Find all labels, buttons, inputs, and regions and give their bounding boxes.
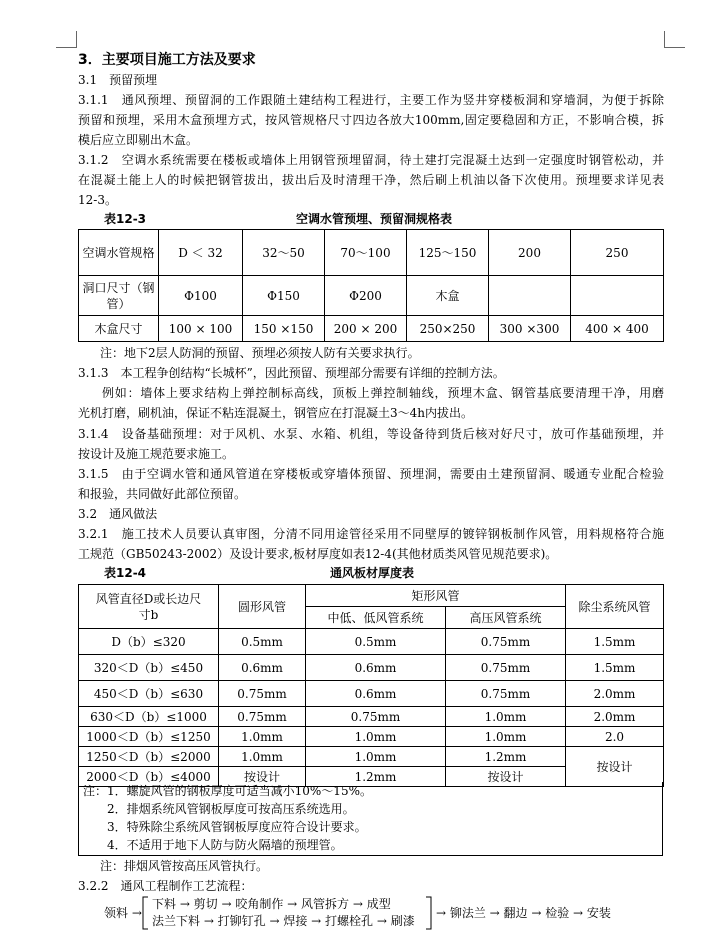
table-row <box>79 230 664 276</box>
flow-end: → 铆法兰 → 翻边 → 检验 → 安装 <box>436 906 611 920</box>
table-cell: 木盒尺寸 <box>79 316 159 342</box>
para-3-1-1-line2: 预留和预埋，采用木盒预埋方式，按风管规格尺寸四边各放大100mm,固定要稳固和方正，不影响合模，拆 <box>78 113 664 127</box>
table-cell: 70～100 <box>325 230 407 276</box>
table-cell: 0.75mm <box>446 629 566 655</box>
table-cell: 200 × 200 <box>325 316 407 342</box>
table-row <box>79 707 664 727</box>
table-row <box>79 681 664 707</box>
subsection-3-2: 3.2 通风做法 <box>78 507 158 521</box>
table-cell: 400 × 400 <box>571 316 664 342</box>
table-12-3-number: 表12-3 <box>104 212 147 226</box>
table-cell: 1.0mm <box>446 727 566 747</box>
table-cell: 320＜D（b）≤450 <box>79 655 219 681</box>
table-cell: 1250＜D（b）≤2000 <box>79 747 219 767</box>
table-cell: 300 ×300 <box>489 316 571 342</box>
flow-branch-2: 法兰下料 → 打铆钉孔 → 焊接 → 打螺栓孔 → 刷漆 <box>152 914 415 928</box>
note-line: 4．不适用于地下人防与防火隔墙的预埋管。 <box>83 838 343 852</box>
table-cell: 250×250 <box>407 316 489 342</box>
flow-start: 领料 → <box>104 906 142 920</box>
flow-branches <box>152 896 422 930</box>
para-3-2-1-line1: 3.2.1 施工技术人员要认真审图，分清不同用途管径采用不同壁厚的镀锌钢板制作风管，用料规格符合施 <box>78 527 664 541</box>
table-row <box>79 727 664 747</box>
table-cell: 0.6mm <box>306 681 446 707</box>
header-dust-duct: 除尘系统风管 <box>566 585 664 629</box>
table-cell: 0.75mm <box>446 681 566 707</box>
para-3-1-4-line1: 3.1.4 设备基础预埋：对于风机、水泵、水箱、机组，等设备待到货后核对好尺寸，放可作基础预埋，并 <box>78 427 664 441</box>
table-cell <box>571 276 664 316</box>
table-12-4-note2: 注：排烟风管按高压风管执行。 <box>100 859 269 873</box>
table-cell: 150 ×150 <box>243 316 325 342</box>
table-cell: 木盒 <box>407 276 489 316</box>
table-cell: 0.5mm <box>219 629 306 655</box>
table-cell: 2.0mm <box>566 707 664 727</box>
section-heading: 3．主要项目施工方法及要求 <box>78 52 256 68</box>
subsection-3-2-2: 3.2.2 通风工程制作工艺流程： <box>78 879 253 893</box>
table-cell: Φ200 <box>325 276 407 316</box>
table-cell: 100 × 100 <box>159 316 243 342</box>
table-cell: 按设计 <box>566 747 664 787</box>
table-cell: 1.5mm <box>566 655 664 681</box>
para-3-1-4-line2: 按设计及施工规范要求施工。 <box>78 447 235 461</box>
duct-thickness-table <box>78 584 664 787</box>
table-row <box>79 629 664 655</box>
header-rect-duct: 矩形风管 <box>306 585 566 607</box>
table-12-3-title: 空调水管预埋、预留洞规格表 <box>296 212 453 226</box>
table-header-row <box>79 585 664 607</box>
subsection-3-1: 3.1 预留预埋 <box>78 73 158 87</box>
header-round-duct: 圆形风管 <box>219 585 306 629</box>
table-cell: 125～150 <box>407 230 489 276</box>
table-cell: 450＜D（b）≤630 <box>79 681 219 707</box>
table-cell: 2000＜D（b）≤4000 <box>79 767 219 787</box>
para-3-1-2-line2: 在混凝土能上人的时候把钢管拔出，拔出后及时清理干净，然后刷上机油以备下次使用。预埋要求详见表 <box>78 173 664 187</box>
table-cell: 0.75mm <box>219 681 306 707</box>
table-cell: Φ150 <box>243 276 325 316</box>
table-cell <box>489 276 571 316</box>
table-cell: 按设计 <box>446 767 566 787</box>
table-12-4-notes <box>78 782 663 856</box>
para-3-1-1-line1: 3.1.1 通风预埋、预留洞的工作跟随土建结构工程进行，主要工作为竖井穿楼板洞和穿墙洞，为便于拆除 <box>78 93 664 107</box>
para-3-1-5-line1: 3.1.5 由于空调水管和通风管道在穿楼板或穿墙体预留、预埋洞，需要由土建预留洞、暖通专业配合检验 <box>78 467 664 481</box>
left-bracket-icon <box>140 896 150 930</box>
table-cell: 0.75mm <box>219 707 306 727</box>
table-cell: 0.75mm <box>446 655 566 681</box>
para-3-1-1-line3: 模后应立即剔出木盒。 <box>78 133 199 147</box>
table-row <box>79 316 664 342</box>
table-cell: 1.5mm <box>566 629 664 655</box>
table-row <box>79 276 664 316</box>
header-low-pressure: 中低、低风管系统 <box>306 607 446 629</box>
table-cell: 2.0mm <box>566 681 664 707</box>
para-3-1-3-line3: 光机打磨，刷机油，保证不粘连混凝土，钢管应在打混凝土3～4h内拔出。 <box>78 406 474 420</box>
table-cell: 2.0 <box>566 727 664 747</box>
table-cell: D ＜ 32 <box>159 230 243 276</box>
table-cell: 32～50 <box>243 230 325 276</box>
table-cell: 空调水管规格 <box>79 230 159 276</box>
table-cell: 1.0mm <box>219 727 306 747</box>
para-3-1-2-line1: 3.1.2 空调水系统需要在楼板或墙体上用钢管预埋留洞，待土建打完混凝土达到一定强度时钢管松动，并 <box>78 153 664 167</box>
right-bracket-icon <box>424 896 434 930</box>
table-cell: Φ100 <box>159 276 243 316</box>
table-row <box>79 747 664 767</box>
pipe-sleeve-table <box>78 229 664 342</box>
table-cell: 1.0mm <box>219 747 306 767</box>
table-cell: 0.6mm <box>306 655 446 681</box>
note-line: 3．特殊除尘系统风管钢板厚度应符合设计要求。 <box>83 820 367 834</box>
para-3-1-2-line3: 12-3。 <box>78 193 117 207</box>
table-row <box>79 655 664 681</box>
table-12-4-number: 表12-4 <box>104 566 147 580</box>
table-cell: 0.75mm <box>306 707 446 727</box>
header-duct-size: 风管直径D或长边尺寸b <box>79 585 219 629</box>
crop-mark-top-right <box>664 31 685 48</box>
table-cell: D（b）≤320 <box>79 629 219 655</box>
table-cell: 0.6mm <box>219 655 306 681</box>
flow-branch-1: 下料 → 剪切 → 咬角制作 → 风管拆方 → 成型 <box>152 897 391 911</box>
table-cell: 1.2mm <box>446 747 566 767</box>
table-cell: 1.0mm <box>306 727 446 747</box>
table-cell: 630＜D（b）≤1000 <box>79 707 219 727</box>
table-cell: 1000＜D（b）≤1250 <box>79 727 219 747</box>
table-12-4-title: 通风板材厚度表 <box>330 566 415 580</box>
table-cell: 200 <box>489 230 571 276</box>
note-line: 注：1．螺旋风管的钢板厚度可适当减小10%～15%。 <box>83 784 372 798</box>
para-3-2-1-line2: 工规范（GB50243-2002）及设计要求,板材厚度如表12-4(其他材质类风管见规范要求)。 <box>78 547 558 561</box>
para-3-1-5-line2: 和报验，共同做好此部位预留。 <box>78 487 247 501</box>
header-high-pressure: 高压风管系统 <box>446 607 566 629</box>
table-cell: 1.0mm <box>306 747 446 767</box>
crop-mark-top-left <box>56 31 77 48</box>
table-12-3-note: 注：地下2层人防洞的预留、预埋必须按人防有关要求执行。 <box>100 346 420 360</box>
table-cell: 250 <box>571 230 664 276</box>
table-cell: 洞口尺寸（钢管） <box>79 276 159 316</box>
para-3-1-3-line2: 例如：墙体上要求结构上弹控制标高线，顶板上弹控制轴线，预埋木盒、钢管基底要清理干净，用磨 <box>102 386 664 400</box>
table-cell: 0.5mm <box>306 629 446 655</box>
table-cell: 1.2mm <box>306 767 446 787</box>
table-cell: 1.0mm <box>446 707 566 727</box>
note-line: 2．排烟系统风管钢板厚度可按高压系统选用。 <box>83 802 355 816</box>
table-cell: 按设计 <box>219 767 306 787</box>
para-3-1-3-line1: 3.1.3 本工程争创结构“长城杯”，因此预留、预埋部分需要有详细的控制方法。 <box>78 366 505 380</box>
